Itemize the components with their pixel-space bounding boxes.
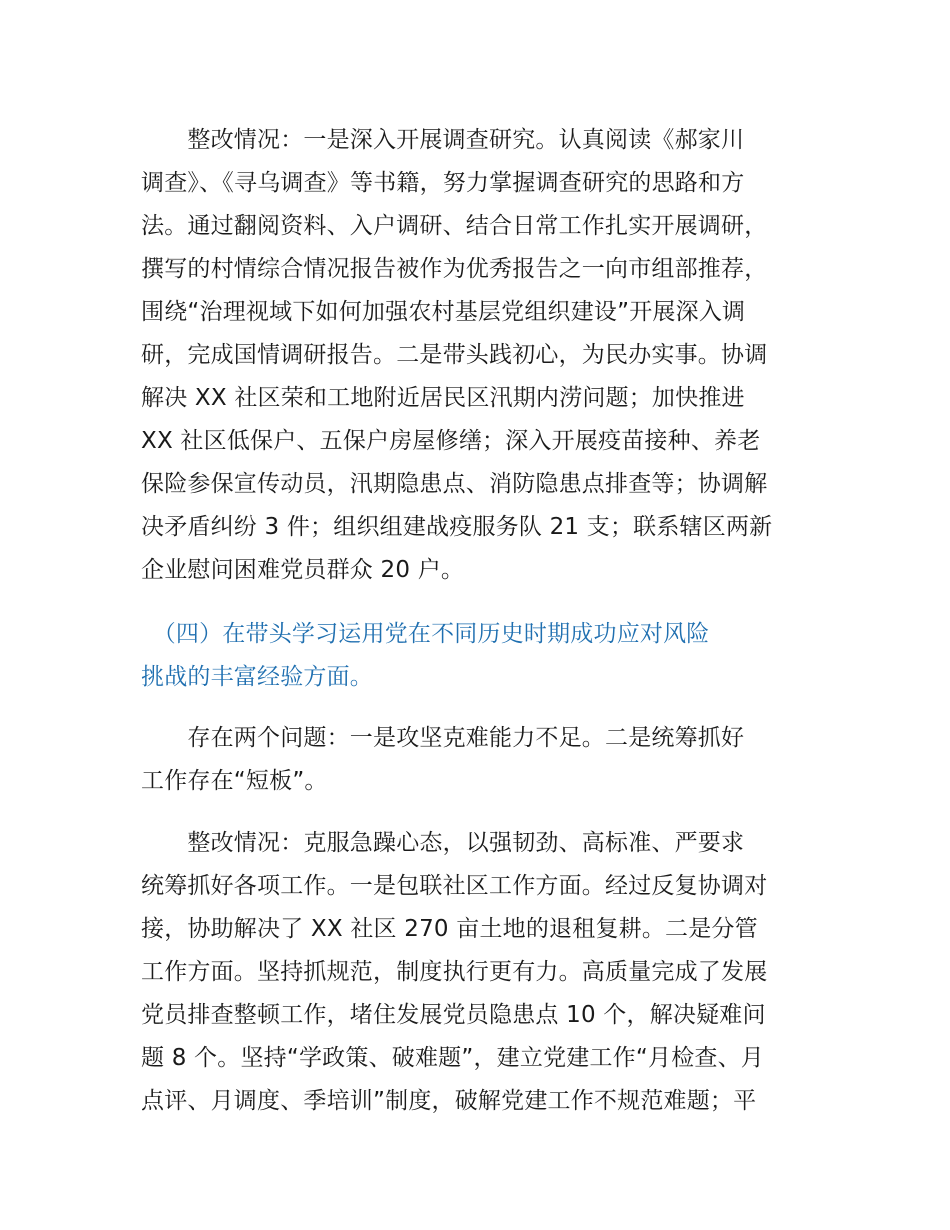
text-line: 法。通过翻阅资料、入户调研、结合日常工作扎实开展调研， (141, 213, 768, 239)
text-line: 党员排查整顿工作，堵住发展党员隐患点 10 个，解决疑难问 (141, 1002, 766, 1028)
text-line: 撰写的村情综合情况报告被作为优秀报告之一向市组部推荐， (141, 256, 768, 282)
text-line: 工作方面。坚持抓规范，制度执行更有力。高质量完成了发展 (141, 959, 768, 985)
heading-line: 挑战的丰富经验方面。 (141, 664, 373, 690)
text-line: 研，完成国情调研报告。二是带头践初心，为民办实事。协调 (141, 342, 768, 368)
text-line: 整改情况：克服急躁心态，以强韧劲、高标准、严要求 (141, 830, 745, 856)
text-line: 企业慰问困难党员群众 20 户。 (141, 557, 465, 583)
text-line: 调查》、《寻乌调查》等书籍，努力掌握调查研究的思路和方 (141, 170, 745, 196)
text-line: 工作存在“短板”。 (141, 768, 328, 794)
text-line: 题 8 个。坚持“学政策、破难题”，建立党建工作“月检查、月 (141, 1045, 765, 1071)
text-line: 围绕“治理视域下如何加强农村基层党组织建设”开展深入调 (141, 299, 746, 325)
text-line: 保险参保宣传动员，汛期隐患点、消防隐患点排查等；协调解 (141, 471, 768, 497)
paragraph-rectification-research (141, 119, 813, 592)
paragraph-rectification-work (141, 822, 813, 1123)
text-line: 解决 XX 社区荣和工地附近居民区汛期内涝问题；加快推进 (141, 385, 745, 411)
text-line: 统筹抓好各项工作。一是包联社区工作方面。经过反复协调对 (141, 873, 768, 899)
text-line: 整改情况：一是深入开展调查研究。认真阅读《郝家川 (141, 127, 745, 153)
text-line: XX 社区低保户、五保户房屋修缮；深入开展疫苗接种、养老 (141, 428, 761, 454)
paragraph-existing-problems (141, 717, 813, 803)
text-line: 点评、月调度、季培训”制度，破解党建工作不规范难题；平 (141, 1088, 757, 1114)
heading-line: （四）在带头学习运用党在不同历史时期成功应对风险 (141, 621, 710, 647)
text-line: 存在两个问题：一是攻坚克难能力不足。二是统筹抓好 (141, 725, 745, 751)
text-line: 接，协助解决了 XX 社区 270 亩土地的退租复耕。二是分管 (141, 916, 758, 942)
section-heading-four (141, 613, 813, 699)
text-line: 决矛盾纠纷 3 件；组织组建战疫服务队 21 支；联系辖区两新 (141, 514, 773, 540)
